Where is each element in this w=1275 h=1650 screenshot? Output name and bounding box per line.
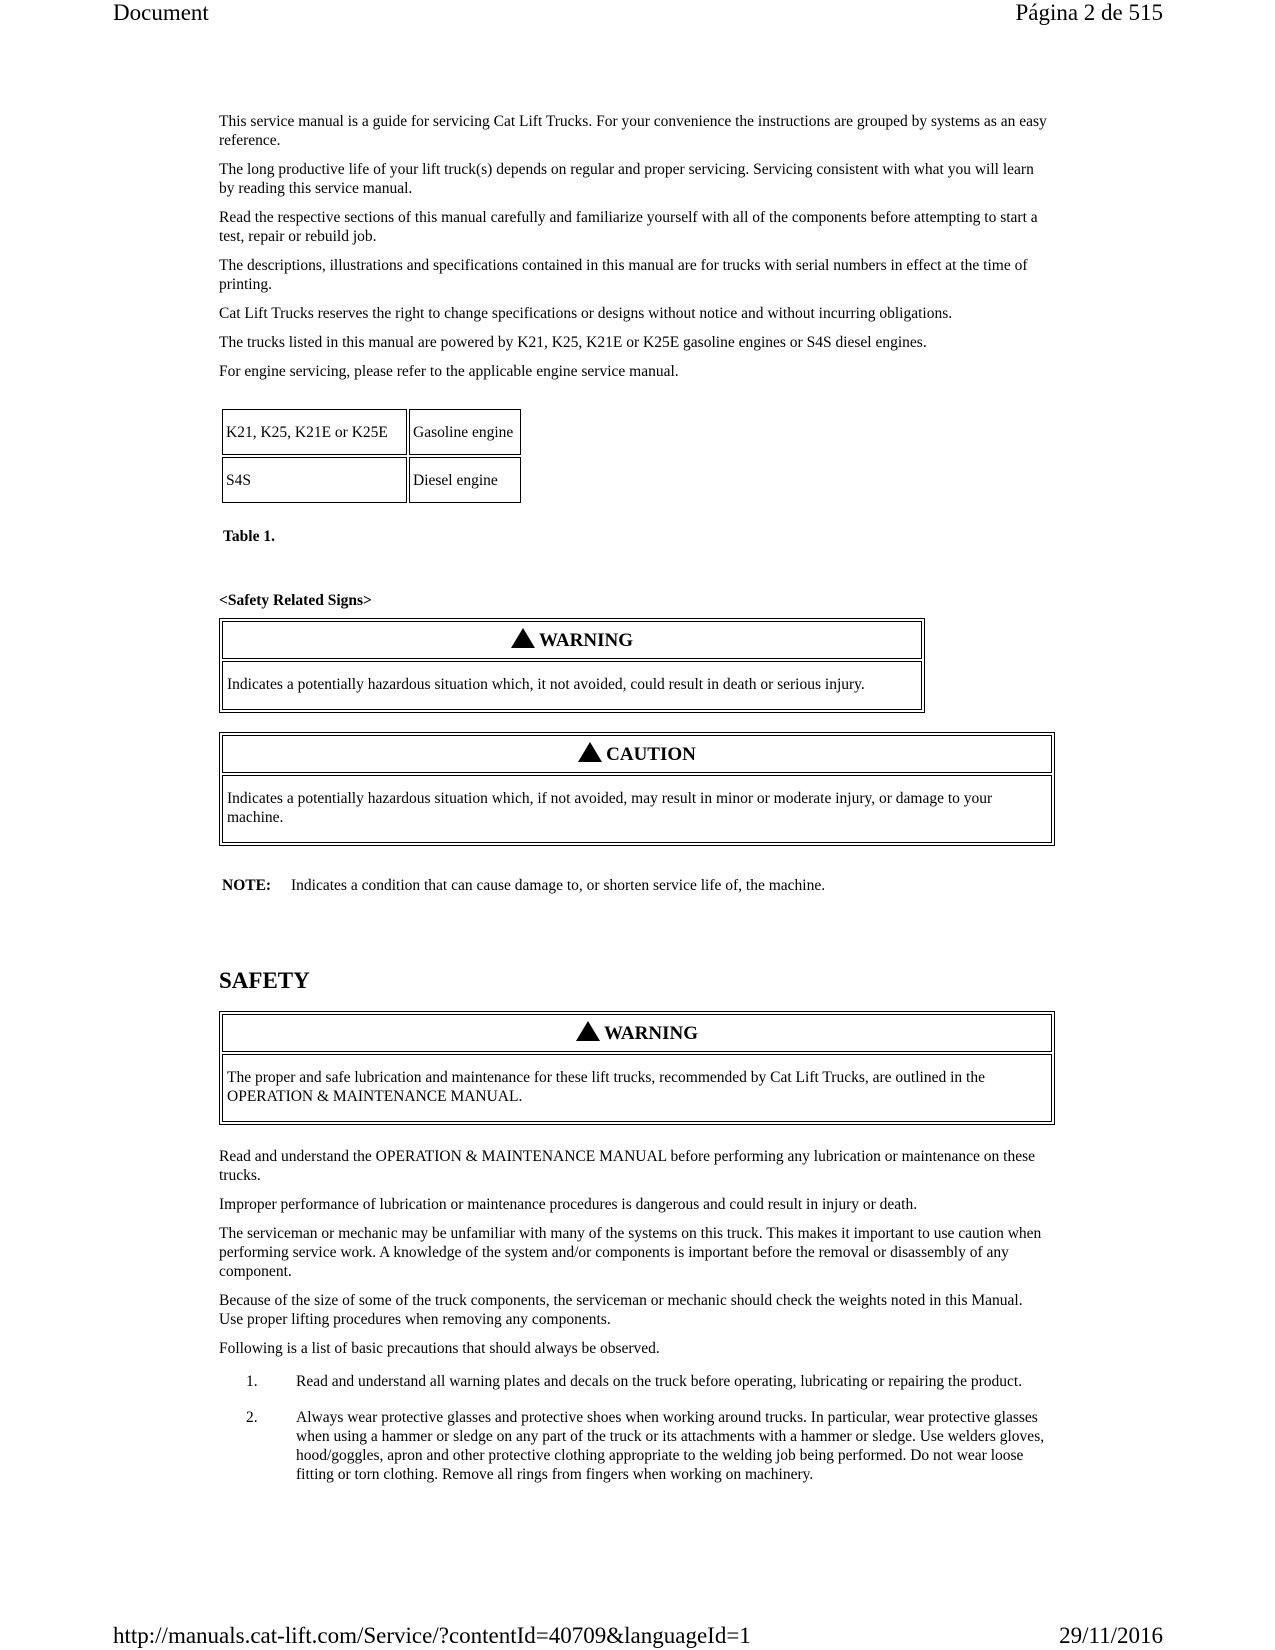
list-item-number: 2.: [246, 1409, 258, 1426]
table-row: [222, 457, 521, 503]
engine-model-cell: K21, K25, K21E or K25E: [222, 409, 407, 455]
safety-warning-sign: [219, 1011, 1055, 1125]
list-item: [219, 1372, 1049, 1391]
caution-title: CAUTION: [606, 744, 696, 765]
footer-date: 29/11/2016: [1059, 1623, 1163, 1648]
precautions-list: [219, 1372, 1049, 1484]
caution-sign-header: [222, 735, 1052, 773]
safety-warning-title: WARNING: [604, 1023, 698, 1044]
safety-heading: SAFETY: [219, 968, 310, 993]
intro-paragraph: For engine servicing, please refer to the applicable engine service manual.: [219, 363, 679, 380]
list-item: [219, 1408, 1049, 1484]
table-row: [222, 409, 521, 455]
table-caption: Table 1.: [223, 528, 275, 545]
engine-type-cell: Diesel engine: [409, 457, 521, 503]
safety-warning-text: The proper and safe lubrication and maintenance for these lift trucks, recommended by Cat Lift Trucks, are outlined in the OPERATION & MAINTENANCE MANUAL.: [222, 1054, 1052, 1122]
warning-triangle-icon: [578, 742, 602, 762]
warning-title: WARNING: [539, 630, 633, 651]
safety-paragraph: The serviceman or mechanic may be unfamiliar with many of the systems on this truck. This makes it important to use caution when performing service work. A knowledge of the system and/or components is important before the removal or disassembly of any component.: [219, 1225, 1042, 1280]
safety-paragraph: Read and understand the OPERATION & MAINTENANCE MANUAL before performing any lubrication or maintenance on these trucks.: [219, 1148, 1035, 1184]
list-item-text: Always wear protective glasses and protective shoes when working around trucks. In particular, wear protective glasses when using a hammer or sledge on any part of the truck or its attachments with a hammer or sledge. Use welders gloves, hood/goggles, apron and other protective clothing appropriate to the welding job being performed. Do not wear loose fitting or torn clothing. Remove all rings from fingers when working on machinery.: [296, 1409, 1045, 1483]
engine-table: [220, 407, 523, 505]
header-page-number: Página 2 de 515: [1015, 0, 1163, 25]
warning-sign-header: [222, 621, 922, 659]
safety-paragraph: Because of the size of some of the truck components, the serviceman or mechanic should check the weights noted in this Manual. Use proper lifting procedures when removing any components.: [219, 1292, 1023, 1328]
intro-paragraph: The long productive life of your lift truck(s) depends on regular and proper servicing. Servicing consistent with what you will learn by reading this service manual.: [219, 161, 1034, 197]
warning-triangle-icon: [511, 628, 535, 648]
caution-sign: [219, 732, 1055, 846]
header-document-label: Document: [113, 0, 209, 25]
intro-paragraph: Read the respective sections of this manual carefully and familiarize yourself with all of the components before attempting to start a test, repair or rebuild job.: [219, 209, 1038, 245]
intro-paragraph: The trucks listed in this manual are powered by K21, K25, K21E or K25E gasoline engines or S4S diesel engines.: [219, 334, 927, 351]
document-content: [219, 112, 1049, 1501]
note-text: Indicates a condition that can cause damage to, or shorten service life of, the machine.: [291, 877, 826, 894]
safety-paragraph: Following is a list of basic precautions that should always be observed.: [219, 1340, 660, 1357]
warning-sign: [219, 618, 925, 713]
engine-type-cell: Gasoline engine: [409, 409, 521, 455]
intro-paragraph: Cat Lift Trucks reserves the right to change specifications or designs without notice and without incurring obligations.: [219, 305, 953, 322]
footer-url: http://manuals.cat-lift.com/Service/?contentId=40709&languageId=1: [113, 1623, 751, 1648]
safety-paragraph: Improper performance of lubrication or maintenance procedures is dangerous and could result in injury or death.: [219, 1196, 918, 1213]
list-item-number: 1.: [246, 1373, 258, 1390]
note-label: NOTE:: [222, 877, 272, 894]
safety-warning-header: [222, 1014, 1052, 1052]
intro-paragraph: This service manual is a guide for servicing Cat Lift Trucks. For your convenience the instructions are grouped by systems as an easy reference.: [219, 113, 1047, 149]
intro-paragraph: The descriptions, illustrations and specifications contained in this manual are for trucks with serial numbers in effect at the time of printing.: [219, 257, 1028, 293]
safety-signs-title: <Safety Related Signs>: [219, 592, 372, 609]
list-item-text: Read and understand all warning plates and decals on the truck before operating, lubricating or repairing the product.: [296, 1373, 1023, 1390]
warning-sign-text: Indicates a potentially hazardous situation which, it not avoided, could result in death or serious injury.: [222, 661, 922, 710]
caution-sign-text: Indicates a potentially hazardous situation which, if not avoided, may result in minor or moderate injury, or damage to your machine.: [222, 775, 1052, 843]
engine-model-cell: S4S: [222, 457, 407, 503]
note: [222, 876, 1049, 895]
warning-triangle-icon: [576, 1021, 600, 1041]
